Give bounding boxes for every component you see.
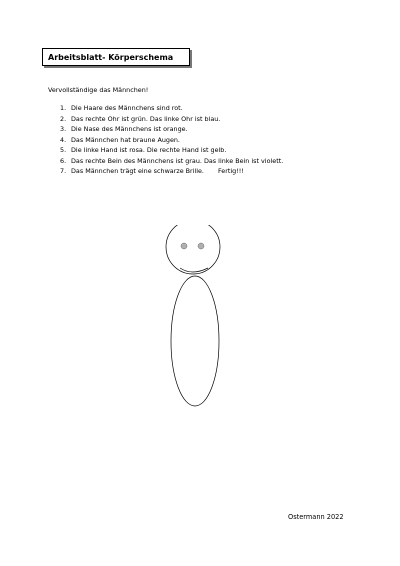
task-number: 7. xyxy=(60,167,67,175)
task-text: Das Männchen hat braune Augen. xyxy=(71,135,180,144)
task-text: Das Männchen trägt eine schwarze Brille. xyxy=(71,167,204,175)
task-item xyxy=(60,124,283,135)
task-number: 3. xyxy=(60,125,67,133)
task-text: Die Nase des Männchens ist orange. xyxy=(71,125,188,133)
task-item xyxy=(60,135,283,146)
done-text: Fertig!!! xyxy=(217,167,244,175)
figure-left-eye xyxy=(181,243,187,249)
figure-body xyxy=(171,276,219,406)
task-item xyxy=(60,114,283,125)
task-item xyxy=(60,145,283,156)
task-number: 5. xyxy=(60,146,67,154)
task-number: 2. xyxy=(60,114,67,123)
task-item xyxy=(60,156,283,167)
task-item xyxy=(60,166,283,177)
figure-head xyxy=(166,225,220,274)
instruction-text: Vervollständige das Männchen! xyxy=(48,86,149,94)
stick-figure xyxy=(160,225,240,415)
worksheet-title: Arbeitsblatt- Körperschema xyxy=(48,53,174,62)
task-text: Die linke Hand ist rosa. Die rechte Hand ist gelb. xyxy=(71,146,227,154)
figure-right-eye xyxy=(198,243,204,249)
worksheet-title-box xyxy=(42,48,190,66)
task-number: 1. xyxy=(60,104,67,112)
task-text: Das rechte Ohr ist grün. Das linke Ohr ist blau. xyxy=(71,114,221,123)
author-footer: Ostermann 2022 xyxy=(288,513,344,521)
task-item xyxy=(60,103,283,114)
task-number: 6. xyxy=(60,156,67,165)
task-number: 4. xyxy=(60,135,67,144)
task-text: Die Haare des Männchens sind rot. xyxy=(71,104,183,112)
task-text: Das rechte Bein des Männchens ist grau. Das linke Bein ist violett. xyxy=(71,156,284,165)
task-list xyxy=(60,103,283,177)
